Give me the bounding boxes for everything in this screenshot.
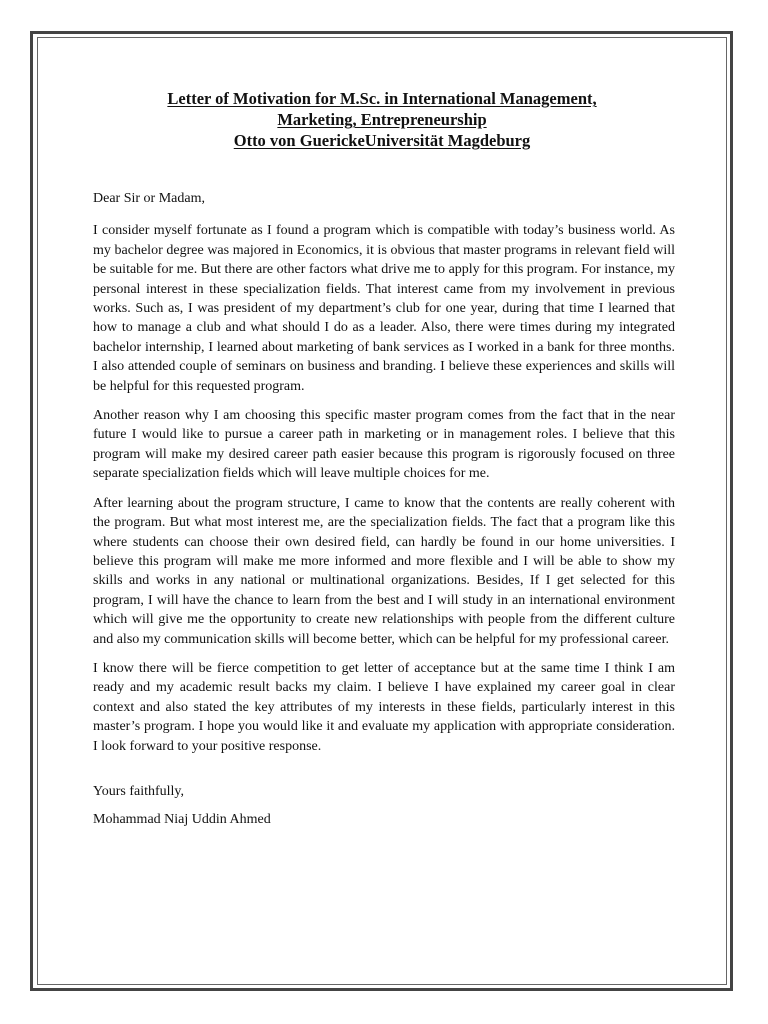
title-line-3: Otto von GuerickeUniversität Magdeburg — [233, 131, 531, 150]
salutation: Dear Sir or Madam, — [93, 191, 205, 206]
title-line-1: Letter of Motivation for M.Sc. in International Management, — [167, 89, 597, 108]
signature-name: Mohammad Niaj Uddin Ahmed — [93, 812, 271, 828]
letter-body — [93, 189, 675, 830]
letter-title — [92, 88, 672, 151]
body-paragraph: I know there will be fierce competition to get letter of acceptance but at the same time I think I am ready and my academic result backs my claim. I believe I have explained my career goal in clear context and also stated the key attributes of my interests in these fields, particularly interest in this master’s program. I hope you would like it and evaluate my application with appropriate consideration. I look forward to your positive response. — [93, 660, 675, 754]
body-paragraph: After learning about the program structure, I came to know that the contents are really coherent with the program. But what most interest me, are the specialization fields. The fact that a program like this where students can choose their own desired field, can hardly be found in our home universities. I believe this program will make me more informed and more flexible and I will be able to show my skills and works in any national or multinational organizations. Besides, If I get selected for this program, I will have the chance to learn from the best and I will study in an international environment which will give me the opportunity to create new relationships with people from the different culture and also my communication skills will become better, which can be helpful for my professional career. — [93, 495, 675, 647]
body-paragraph: I consider myself fortunate as I found a program which is compatible with today’s business world. As my bachelor degree was majored in Economics, it is obvious that master programs in relevant field will be suitable for me. But there are other factors what drive me to apply for this program. For instance, my personal interest in these specialization fields. That interest came from my involvement in previous works. Such as, I was president of my department’s club for one year, during that time I learned that how to manage a club and what should I do as a leader. Also, there were times during my integrated bachelor internship, I learned about marketing of bank services as I worked in a bank for three months. I also attended couple of seminars on business and branding. I believe these experiences and skills will be helpful for this requested program. — [93, 223, 675, 394]
closing: Yours faithfully, — [93, 783, 185, 799]
body-paragraph: Another reason why I am choosing this specific master program comes from the fact that in the near future I would like to pursue a career path in marketing or in management roles. I believe that this program will make my desired career path easier because this program is rigorously focused on three separate specialization fields which will leave multiple choices for me. — [93, 408, 675, 482]
title-line-2: Marketing, Entrepreneurship — [277, 110, 487, 129]
